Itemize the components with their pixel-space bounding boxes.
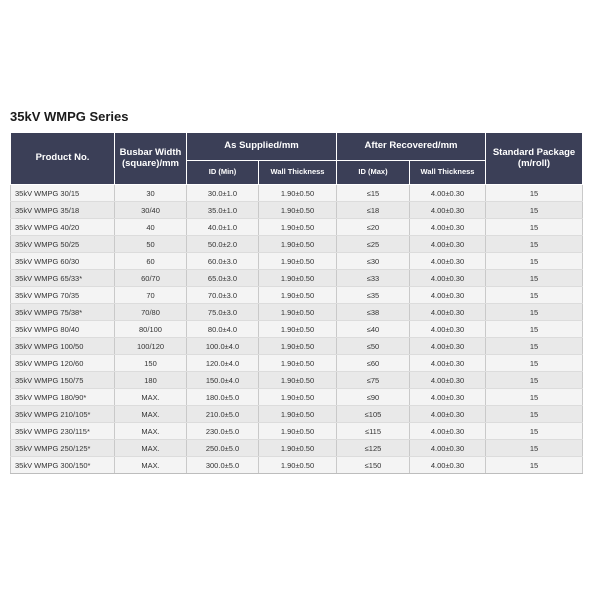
- cell-wall-thickness-recovered: 4.00±0.30: [410, 406, 486, 423]
- cell-id-min: 150.0±4.0: [187, 372, 259, 389]
- cell-wall-thickness-supplied: 1.90±0.50: [259, 236, 337, 253]
- table-body: [11, 185, 583, 474]
- cell-id-max: ≤75: [337, 372, 410, 389]
- cell-id-min: 60.0±3.0: [187, 253, 259, 270]
- cell-id-max: ≤90: [337, 389, 410, 406]
- table-row: [11, 219, 583, 236]
- table-row: [11, 236, 583, 253]
- cell-busbar-width: 70/80: [115, 304, 187, 321]
- cell-wall-thickness-recovered: 4.00±0.30: [410, 321, 486, 338]
- cell-standard-package: 15: [486, 236, 583, 253]
- cell-product-no: 35kV WMPG 300/150*: [11, 457, 115, 474]
- cell-standard-package: 15: [486, 304, 583, 321]
- page-title: 35kV WMPG Series: [10, 109, 129, 124]
- cell-busbar-width: 60/70: [115, 270, 187, 287]
- table-row: [11, 202, 583, 219]
- table-row: [11, 321, 583, 338]
- cell-wall-thickness-recovered: 4.00±0.30: [410, 355, 486, 372]
- cell-busbar-width: 70: [115, 287, 187, 304]
- cell-wall-thickness-recovered: 4.00±0.30: [410, 457, 486, 474]
- cell-id-min: 35.0±1.0: [187, 202, 259, 219]
- table-row: [11, 185, 583, 202]
- cell-wall-thickness-recovered: 4.00±0.30: [410, 440, 486, 457]
- cell-standard-package: 15: [486, 457, 583, 474]
- table-row: [11, 423, 583, 440]
- cell-wall-thickness-supplied: 1.90±0.50: [259, 338, 337, 355]
- cell-product-no: 35kV WMPG 65/33*: [11, 270, 115, 287]
- table-row: [11, 338, 583, 355]
- cell-product-no: 35kV WMPG 230/115*: [11, 423, 115, 440]
- cell-wall-thickness-supplied: 1.90±0.50: [259, 457, 337, 474]
- cell-product-no: 35kV WMPG 100/50: [11, 338, 115, 355]
- cell-standard-package: 15: [486, 440, 583, 457]
- cell-id-min: 80.0±4.0: [187, 321, 259, 338]
- header-wall-thickness-recovered: Wall Thickness: [410, 161, 486, 185]
- cell-id-max: ≤33: [337, 270, 410, 287]
- cell-wall-thickness-recovered: 4.00±0.30: [410, 219, 486, 236]
- cell-busbar-width: 100/120: [115, 338, 187, 355]
- cell-wall-thickness-recovered: 4.00±0.30: [410, 304, 486, 321]
- table-row: [11, 457, 583, 474]
- cell-id-min: 230.0±5.0: [187, 423, 259, 440]
- cell-wall-thickness-recovered: 4.00±0.30: [410, 287, 486, 304]
- cell-id-max: ≤35: [337, 287, 410, 304]
- table-row: [11, 389, 583, 406]
- table-row: [11, 253, 583, 270]
- cell-standard-package: 15: [486, 219, 583, 236]
- cell-wall-thickness-recovered: 4.00±0.30: [410, 253, 486, 270]
- cell-wall-thickness-supplied: 1.90±0.50: [259, 185, 337, 202]
- cell-wall-thickness-supplied: 1.90±0.50: [259, 389, 337, 406]
- cell-wall-thickness-supplied: 1.90±0.50: [259, 253, 337, 270]
- cell-busbar-width: MAX.: [115, 457, 187, 474]
- cell-product-no: 35kV WMPG 80/40: [11, 321, 115, 338]
- cell-busbar-width: 80/100: [115, 321, 187, 338]
- cell-product-no: 35kV WMPG 180/90*: [11, 389, 115, 406]
- cell-standard-package: 15: [486, 270, 583, 287]
- cell-wall-thickness-supplied: 1.90±0.50: [259, 270, 337, 287]
- cell-wall-thickness-recovered: 4.00±0.30: [410, 423, 486, 440]
- cell-standard-package: 15: [486, 185, 583, 202]
- cell-standard-package: 15: [486, 338, 583, 355]
- cell-id-min: 100.0±4.0: [187, 338, 259, 355]
- cell-wall-thickness-recovered: 4.00±0.30: [410, 270, 486, 287]
- cell-wall-thickness-supplied: 1.90±0.50: [259, 440, 337, 457]
- cell-id-max: ≤40: [337, 321, 410, 338]
- cell-busbar-width: MAX.: [115, 440, 187, 457]
- table-row: [11, 304, 583, 321]
- header-id-max: ID (Max): [337, 161, 410, 185]
- cell-standard-package: 15: [486, 355, 583, 372]
- cell-id-min: 120.0±4.0: [187, 355, 259, 372]
- header-wall-thickness-supplied: Wall Thickness: [259, 161, 337, 185]
- cell-busbar-width: 180: [115, 372, 187, 389]
- cell-id-min: 30.0±1.0: [187, 185, 259, 202]
- cell-product-no: 35kV WMPG 75/38*: [11, 304, 115, 321]
- cell-product-no: 35kV WMPG 210/105*: [11, 406, 115, 423]
- spec-table: [10, 132, 583, 474]
- cell-wall-thickness-recovered: 4.00±0.30: [410, 338, 486, 355]
- cell-busbar-width: 60: [115, 253, 187, 270]
- cell-wall-thickness-supplied: 1.90±0.50: [259, 406, 337, 423]
- cell-id-max: ≤20: [337, 219, 410, 236]
- cell-id-min: 40.0±1.0: [187, 219, 259, 236]
- table-header: [11, 133, 583, 185]
- cell-wall-thickness-recovered: 4.00±0.30: [410, 389, 486, 406]
- cell-id-max: ≤150: [337, 457, 410, 474]
- header-standard-package: Standard Package (m/roll): [486, 133, 583, 185]
- cell-wall-thickness-supplied: 1.90±0.50: [259, 304, 337, 321]
- cell-standard-package: 15: [486, 253, 583, 270]
- cell-busbar-width: MAX.: [115, 389, 187, 406]
- cell-busbar-width: 30: [115, 185, 187, 202]
- cell-busbar-width: 40: [115, 219, 187, 236]
- cell-wall-thickness-supplied: 1.90±0.50: [259, 321, 337, 338]
- cell-id-max: ≤38: [337, 304, 410, 321]
- cell-id-min: 210.0±5.0: [187, 406, 259, 423]
- cell-product-no: 35kV WMPG 50/25: [11, 236, 115, 253]
- table-row: [11, 355, 583, 372]
- cell-standard-package: 15: [486, 389, 583, 406]
- cell-id-min: 50.0±2.0: [187, 236, 259, 253]
- cell-wall-thickness-supplied: 1.90±0.50: [259, 372, 337, 389]
- cell-product-no: 35kV WMPG 150/75: [11, 372, 115, 389]
- cell-busbar-width: 50: [115, 236, 187, 253]
- cell-wall-thickness-supplied: 1.90±0.50: [259, 423, 337, 440]
- cell-busbar-width: 150: [115, 355, 187, 372]
- cell-id-min: 250.0±5.0: [187, 440, 259, 457]
- header-as-supplied: As Supplied/mm: [187, 133, 337, 161]
- header-after-recovered: After Recovered/mm: [337, 133, 486, 161]
- cell-product-no: 35kV WMPG 120/60: [11, 355, 115, 372]
- cell-wall-thickness-recovered: 4.00±0.30: [410, 185, 486, 202]
- cell-id-max: ≤18: [337, 202, 410, 219]
- table-row: [11, 440, 583, 457]
- table-row: [11, 270, 583, 287]
- cell-wall-thickness-recovered: 4.00±0.30: [410, 202, 486, 219]
- cell-product-no: 35kV WMPG 35/18: [11, 202, 115, 219]
- table-row: [11, 287, 583, 304]
- cell-standard-package: 15: [486, 202, 583, 219]
- cell-busbar-width: MAX.: [115, 423, 187, 440]
- cell-wall-thickness-supplied: 1.90±0.50: [259, 202, 337, 219]
- cell-id-max: ≤125: [337, 440, 410, 457]
- cell-id-min: 180.0±5.0: [187, 389, 259, 406]
- cell-busbar-width: MAX.: [115, 406, 187, 423]
- cell-id-max: ≤115: [337, 423, 410, 440]
- cell-wall-thickness-recovered: 4.00±0.30: [410, 236, 486, 253]
- cell-product-no: 35kV WMPG 40/20: [11, 219, 115, 236]
- cell-wall-thickness-supplied: 1.90±0.50: [259, 287, 337, 304]
- cell-id-max: ≤105: [337, 406, 410, 423]
- cell-product-no: 35kV WMPG 250/125*: [11, 440, 115, 457]
- table-row: [11, 406, 583, 423]
- cell-standard-package: 15: [486, 287, 583, 304]
- table-row: [11, 372, 583, 389]
- cell-wall-thickness-supplied: 1.90±0.50: [259, 355, 337, 372]
- cell-id-min: 300.0±5.0: [187, 457, 259, 474]
- cell-standard-package: 15: [486, 372, 583, 389]
- header-product-no: Product No.: [11, 133, 115, 185]
- cell-id-min: 75.0±3.0: [187, 304, 259, 321]
- cell-id-max: ≤30: [337, 253, 410, 270]
- cell-wall-thickness-supplied: 1.90±0.50: [259, 219, 337, 236]
- cell-id-min: 70.0±3.0: [187, 287, 259, 304]
- cell-product-no: 35kV WMPG 60/30: [11, 253, 115, 270]
- cell-standard-package: 15: [486, 423, 583, 440]
- header-id-min: ID (Min): [187, 161, 259, 185]
- cell-id-max: ≤25: [337, 236, 410, 253]
- header-busbar-width: Busbar Width (square)/mm: [115, 133, 187, 185]
- cell-product-no: 35kV WMPG 70/35: [11, 287, 115, 304]
- cell-wall-thickness-recovered: 4.00±0.30: [410, 372, 486, 389]
- cell-id-max: ≤15: [337, 185, 410, 202]
- cell-id-min: 65.0±3.0: [187, 270, 259, 287]
- cell-busbar-width: 30/40: [115, 202, 187, 219]
- cell-product-no: 35kV WMPG 30/15: [11, 185, 115, 202]
- cell-standard-package: 15: [486, 321, 583, 338]
- cell-id-max: ≤50: [337, 338, 410, 355]
- cell-standard-package: 15: [486, 406, 583, 423]
- cell-id-max: ≤60: [337, 355, 410, 372]
